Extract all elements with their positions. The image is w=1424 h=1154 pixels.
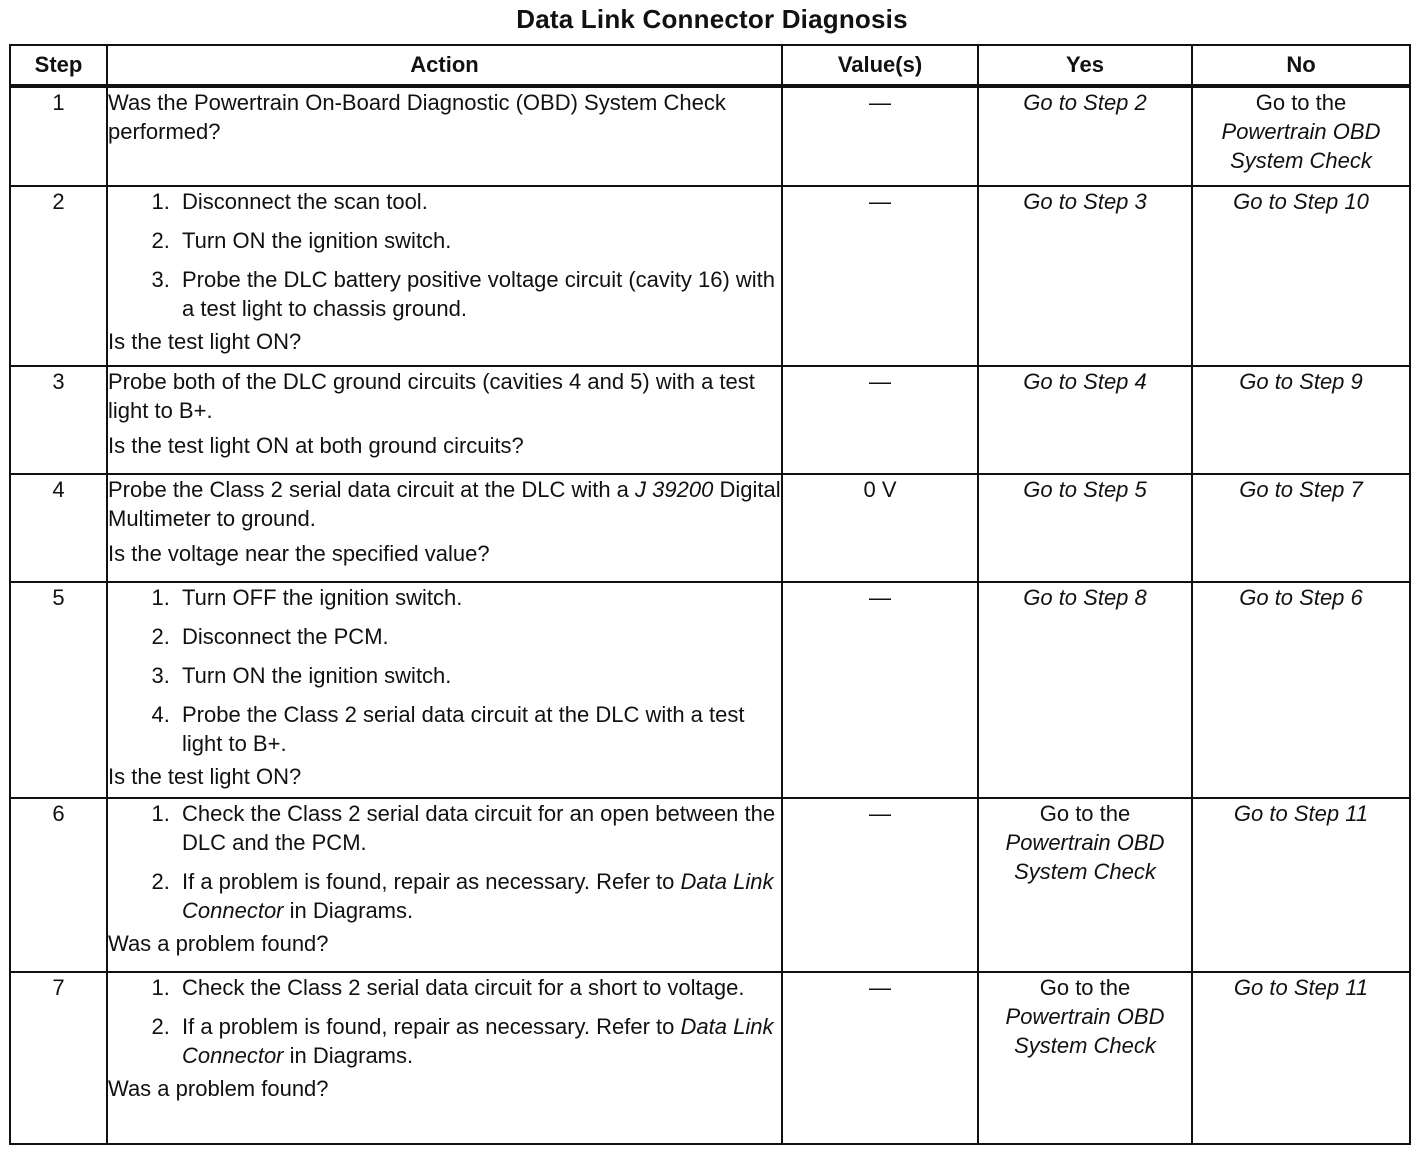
yes-text: Go to the [1039,801,1131,826]
yes-cell: Go to Step 8 [978,582,1192,798]
list-item-text: in Diagrams. [289,1043,414,1069]
action-cell [107,798,782,972]
no-cell: Go to Step 11 [1192,972,1410,1144]
no-cell [1192,86,1410,186]
yes-cell [978,972,1192,1144]
header-row [10,45,1410,86]
no-link: Powertrain OBD System Check [1221,119,1381,174]
list-item [176,867,781,925]
step-number: 2 [10,186,107,366]
list-item-text: If a problem is found, repair as necessary. Refer to [182,869,675,895]
action-question: Is the voltage near the specified value? [108,541,490,567]
table-row [10,798,1410,972]
table-row [10,366,1410,474]
yes-cell: Go to Step 4 [978,366,1192,474]
value-cell: — [782,186,978,366]
list-item [176,1012,781,1070]
action-text: Was the Powertrain On-Board Diagnostic (OBD) System Check performed? [108,90,726,145]
list-item: 3. Turn ON the ignition switch. [176,661,781,690]
list-item: 1. Check the Class 2 serial data circuit for a short to voltage. [176,973,781,1002]
step-number: 4 [10,474,107,582]
action-list [108,799,781,925]
action-cell [107,972,782,1144]
diagram-reference: Data Link Connector [182,869,774,924]
tool-reference: J 39200 [635,477,714,502]
action-text-part: Digital Multimeter to ground. [108,477,781,532]
no-cell: Go to Step 7 [1192,474,1410,582]
table-row [10,86,1410,186]
list-item: 4. Probe the Class 2 serial data circuit at the DLC with a test light to B+. [176,700,781,758]
table-row [10,582,1410,798]
list-item-text: in Diagrams. [289,898,414,924]
action-text: Probe both of the DLC ground circuits (cavities 4 and 5) with a test light to B+. [108,369,755,424]
action-list [108,583,781,758]
list-item: 1. Disconnect the scan tool. [176,187,781,216]
table-header [10,45,1410,86]
list-item: 1. Turn OFF the ignition switch. [176,583,781,612]
action-text-part: Probe the Class 2 serial data circuit at the DLC with a [108,477,629,502]
diagram-reference: Data Link Connector [182,1014,774,1069]
header-no: No [1192,45,1410,86]
action-question: Is the test light ON? [108,764,302,790]
action-cell [107,186,782,366]
action-question: Was a problem found? [108,1076,329,1102]
yes-cell: Go to Step 5 [978,474,1192,582]
action-list [108,187,781,323]
list-item: 3. Probe the DLC battery positive voltage circuit (cavity 16) with a test light to chassis ground. [176,265,781,323]
no-cell: Go to Step 10 [1192,186,1410,366]
step-number: 7 [10,972,107,1144]
list-item-text: If a problem is found, repair as necessary. Refer to [182,1014,675,1040]
action-cell [107,366,782,474]
yes-link: Powertrain OBD System Check [1005,830,1165,885]
step-number: 1 [10,86,107,186]
action-text [108,475,781,533]
step-number: 3 [10,366,107,474]
value-cell: — [782,86,978,186]
table-row [10,972,1410,1144]
step-number: 5 [10,582,107,798]
value-cell: 0 V [782,474,978,582]
header-values: Value(s) [782,45,978,86]
step-number: 6 [10,798,107,972]
no-cell: Go to Step 11 [1192,798,1410,972]
value-cell: — [782,366,978,474]
page-title: Data Link Connector Diagnosis [516,4,908,34]
no-cell: Go to Step 6 [1192,582,1410,798]
header-step: Step [10,45,107,86]
table-row [10,186,1410,366]
value-cell: — [782,798,978,972]
action-question: Is the test light ON? [108,329,302,355]
action-question: Is the test light ON at both ground circuits? [108,433,524,459]
yes-cell: Go to Step 3 [978,186,1192,366]
diagnosis-table [9,44,1411,1145]
action-cell [107,474,782,582]
no-text: Go to the [1255,90,1347,115]
yes-cell: Go to Step 2 [978,86,1192,186]
yes-cell [978,798,1192,972]
no-cell: Go to Step 9 [1192,366,1410,474]
action-cell [107,582,782,798]
table-row [10,474,1410,582]
list-item: 1. Check the Class 2 serial data circuit for an open between the DLC and the PCM. [176,799,781,857]
value-cell: — [782,582,978,798]
action-cell [107,86,782,186]
action-question: Was a problem found? [108,931,329,957]
yes-text: Go to the [1039,975,1131,1000]
action-list [108,973,781,1070]
list-item: 2. Turn ON the ignition switch. [176,226,781,255]
header-yes: Yes [978,45,1192,86]
yes-link: Powertrain OBD System Check [1005,1004,1165,1059]
header-action: Action [107,45,782,86]
list-item: 2. Disconnect the PCM. [176,622,781,651]
value-cell: — [782,972,978,1144]
